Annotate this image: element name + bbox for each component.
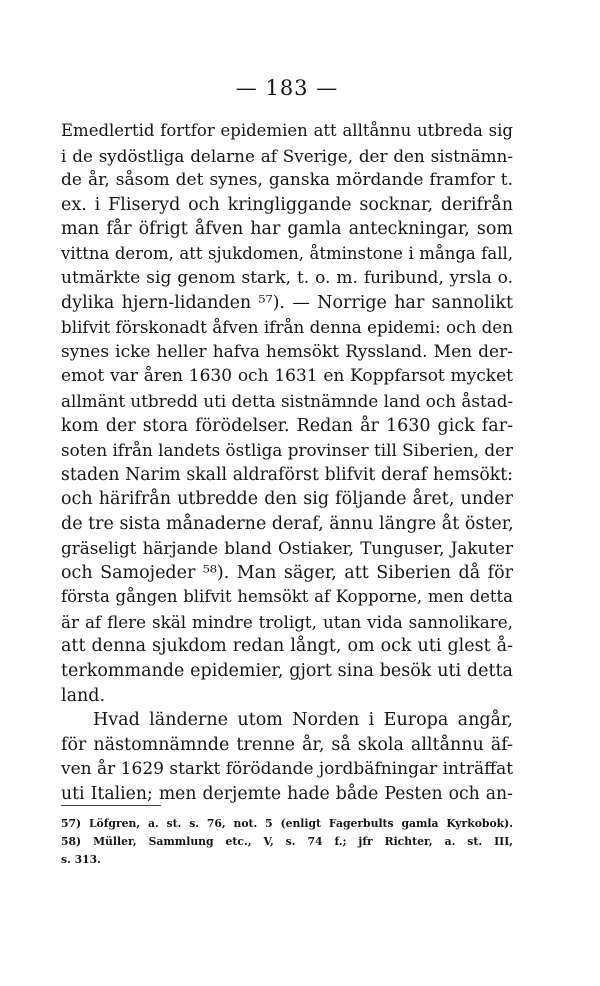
paragraph-end-line: land. [61, 685, 106, 706]
footnote-rule [61, 805, 161, 806]
text-line: staden Narim skall aldraförst blifvit deraf hemsökt: [61, 464, 513, 485]
text-line: ven år 1629 starkt förödande jordbäfningar inträffat [61, 759, 514, 780]
footnote-57: 57) Löfgren, a. st. s. 76, not. 5 (enligt Fagerbults gamla Kyrkobok). [61, 817, 513, 830]
text-line: de år, såsom det synes, ganska mördande framfor t. [61, 170, 513, 191]
text-line: soten ifrån landets östliga provinser till Siberien, der [61, 440, 513, 461]
text-line: kom der stora förödelser. Redan år 1630 gick far- [61, 415, 513, 436]
text-line: de tre sista månaderne deraf, ännu längre åt öster, [61, 513, 514, 534]
text-line: emot var åren 1630 och 1631 en Koppfarsot mycket [61, 366, 513, 387]
text-line: och Samojeder ⁵⁸). Man säger, att Siberien då för [61, 562, 513, 583]
text-line: ex. i Fliseryd och kringliggande socknar, derifrån [61, 194, 513, 215]
text-line: man får öfrigt åfven har gamla anteckningar, som [61, 219, 513, 240]
footnotes [61, 815, 513, 869]
text-line: utmärkte sig genom stark, t. o. m. furibund, yrsla o. [61, 268, 513, 289]
text-line: är af flere skäl mindre troligt, utan vida sannolikare, [61, 611, 513, 632]
body-text [61, 119, 513, 806]
text-line: Emedlertid fortfor epidemien att alltånnu utbreda sig [61, 121, 513, 140]
text-line: att denna sjukdom redan långt, om ock uti glest å- [61, 636, 513, 657]
text-line: gräseligt härjande bland Ostiaker, Tunguser, Jakuter [61, 538, 513, 559]
text-line: terkommande epidemier, gjort sina besök uti detta [61, 661, 513, 682]
text-line: första gången blifvit hemsökt af Kopporne, men detta [61, 587, 513, 607]
text-line: i de sydöstliga delarne af Sverige, der den sistnämn- [61, 145, 513, 166]
footnote-58-continued: s. 313. [61, 853, 101, 866]
text-line: allmänt utbredd uti detta sistnämnde land och åstad- [61, 391, 514, 412]
text-line: dylika hjern-lidanden ⁵⁷). — Norrige har sannolikt [61, 292, 513, 313]
text-line: blifvit förskonadt åfven ifrån denna epidemi: och den [61, 317, 513, 338]
text-line: för nästomnämnde trenne år, så skola alltånnu äf- [61, 734, 513, 755]
paragraph-start-line: Hvad länderne utom Norden i Europa angår, [93, 710, 513, 731]
text-line: vittna derom, att sjukdomen, åtminstone i många fall, [61, 243, 513, 263]
text-line: uti Italien; men derjemte hade både Pesten och an- [61, 783, 513, 804]
text-line: och härifrån utbredde den sig följande året, under [61, 489, 513, 510]
page-number: — 183 — [235, 76, 339, 100]
footnote-58: 58) Müller, Sammlung etc., V, s. 74 f.; jfr Richter, a. st. III, [61, 835, 513, 848]
text-line: synes icke heller hafva hemsökt Ryssland. Men der- [61, 341, 513, 362]
